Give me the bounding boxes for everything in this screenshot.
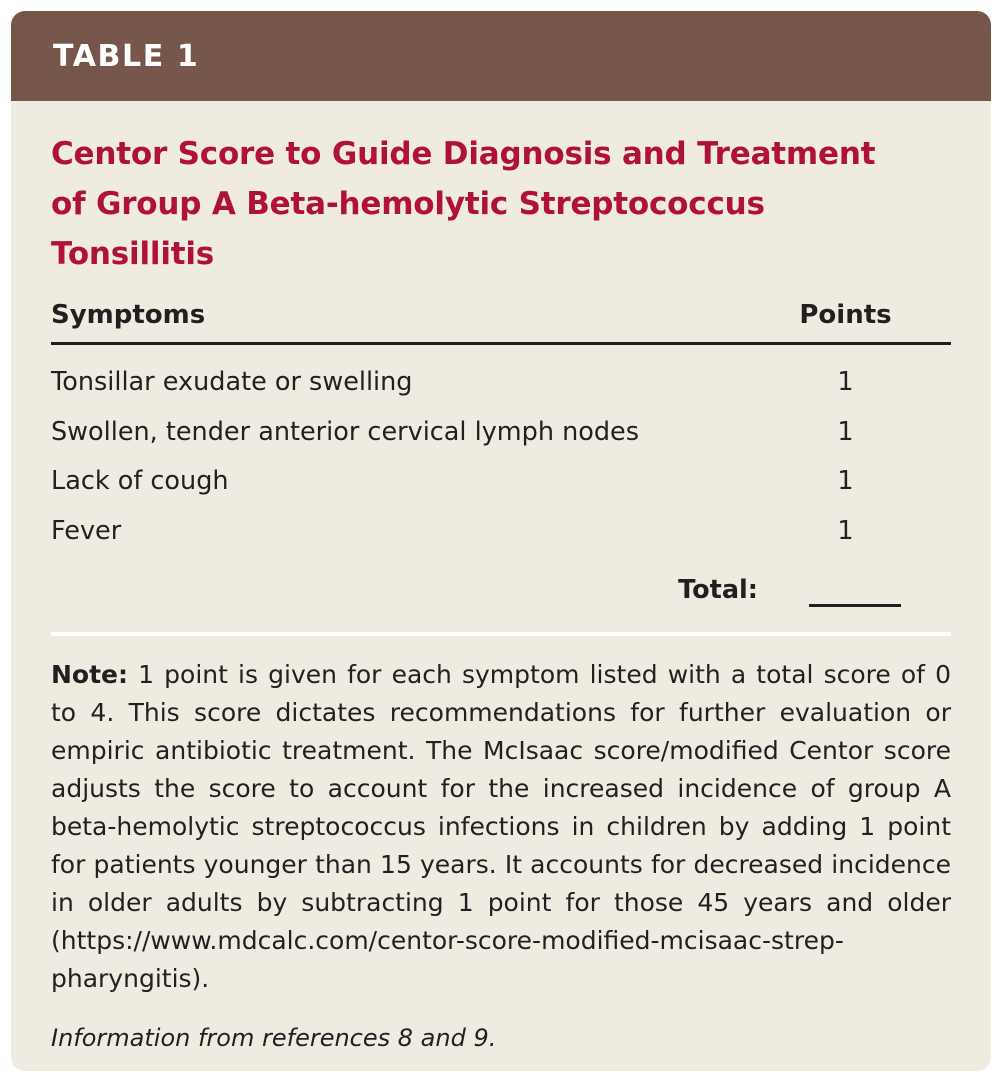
table-footer-divider — [51, 632, 951, 636]
column-header-symptoms: Symptoms — [51, 296, 758, 344]
note-text: 1 point is given for each symptom listed with a total score of 0 to 4. This score dictates recommendations for further evaluation or empiric antibiotic treatment. The McIsaac score/modified Centor score adjusts the score to account for the increased incidence of group A beta-hemolytic streptococcus infections in children by adding 1 point for patients younger than 15 years. It accounts for decreased incidence in older adults by subtracting 1 point for those 45 years and older (https://www.mdcalc.com/centor-score-modified-mcisaac-strep-pharyngitis). — [51, 660, 951, 994]
centor-score-table — [51, 296, 951, 616]
symptom-cell: Lack of cough — [51, 466, 229, 497]
table-row — [51, 457, 951, 507]
points-cell: 1 — [837, 416, 854, 447]
table-note — [51, 656, 951, 998]
symptom-cell: Swollen, tender anterior cervical lymph nodes — [51, 416, 640, 447]
table-card — [11, 11, 991, 1071]
table-row — [51, 507, 951, 557]
symptom-cell: Tonsillar exudate or swelling — [51, 366, 413, 397]
symptom-cell: Fever — [51, 516, 122, 547]
fill-in-blank-line — [809, 584, 901, 607]
points-cell: 1 — [837, 516, 854, 547]
table-row — [51, 408, 951, 458]
points-cell: 1 — [837, 366, 854, 397]
table-source-line: Information from references 8 and 9. — [51, 1024, 497, 1053]
points-cell: 1 — [837, 466, 854, 497]
table-title: Centor Score to Guide Diagnosis and Treatment of Group A Beta-hemolytic Streptococcus Tonsillitis — [51, 136, 876, 273]
table-header-row — [51, 296, 951, 344]
table-number-label: TABLE 1 — [53, 38, 200, 74]
column-header-points: Points — [758, 296, 951, 344]
total-label: Total: — [678, 575, 758, 606]
table-total-row — [51, 557, 951, 616]
table-row — [51, 343, 951, 407]
total-value-blank — [758, 557, 951, 616]
table-body — [11, 101, 991, 1052]
table-header-bar — [11, 11, 991, 101]
note-label: Note: — [51, 660, 129, 690]
